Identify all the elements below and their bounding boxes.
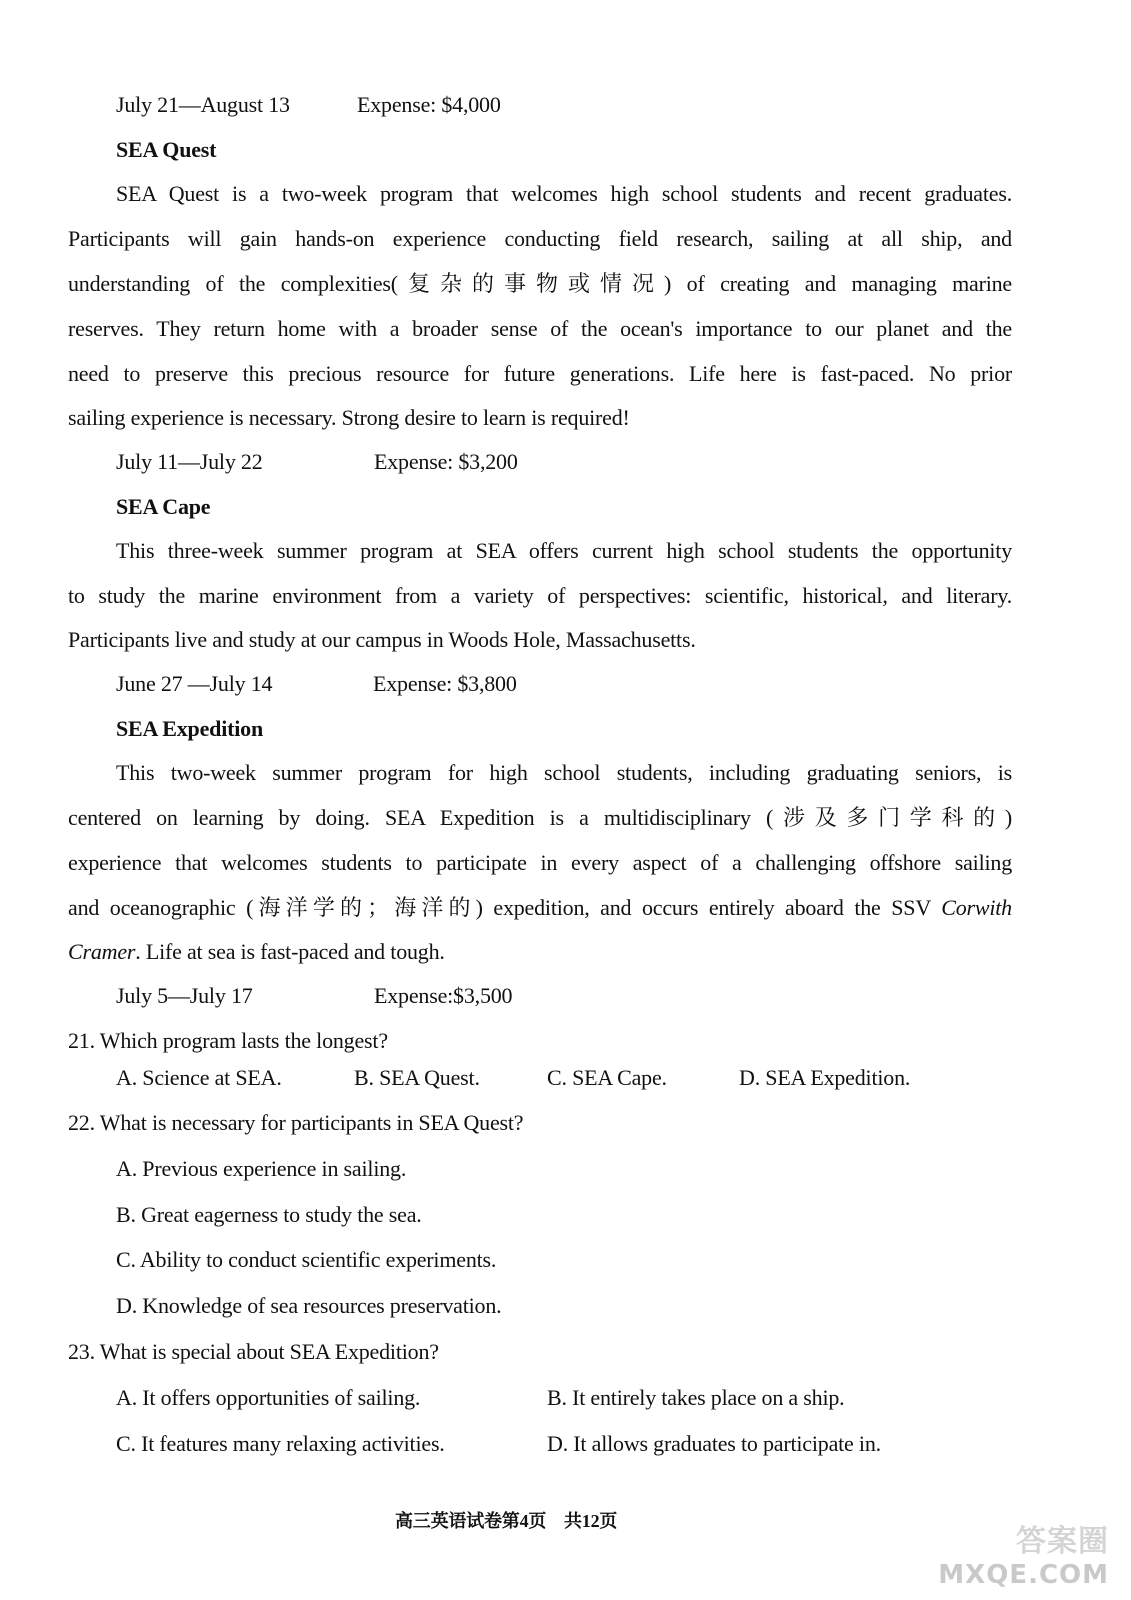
sea-quest-expense: Expense: $3,200 [374,449,518,474]
watermark-bottom: MXQE.COM [938,1560,1109,1590]
question-21-option-c: C. SEA Cape. [547,1065,667,1090]
question-22-option-b: B. Great eagerness to study the sea. [116,1202,422,1227]
sea-expedition-line [68,939,445,965]
sea-expedition-line: centered on learning by doing. SEA Expedition is a multidisciplinary (涉及多门学科的) [68,805,1012,830]
watermark-top: 答案圈 [1016,1524,1109,1559]
question-21-stem: 21. Which program lasts the longest? [68,1028,388,1053]
sea-expedition-line: experience that welcomes students to participate in every aspect of a challenging offshore sailing [68,850,1012,875]
sea-cape-title: SEA Cape [116,494,211,519]
sea-quest-line: SEA Quest is a two-week program that welcomes high school students and recent graduates. [116,181,1012,206]
sea-cape-line: Participants live and study at our campus in Woods Hole, Massachusetts. [68,627,696,652]
sea-cape-line: to study the marine environment from a variety of perspectives: scientific, historical, and literary. [68,583,1012,608]
sea-quest-line: reserves. They return home with a broader sense of the ocean's importance to our planet and the [68,316,1012,341]
sea-expedition-title: SEA Expedition [116,716,263,741]
question-23-option-d: D. It allows graduates to participate in. [547,1431,881,1456]
sea-expedition-expense: Expense:$3,500 [374,983,513,1008]
sea-expedition-line-text: and oceanographic (海洋学的；海洋的) expedition, and occurs entirely aboard the SSV [68,895,931,920]
question-21-option-d: D. SEA Expedition. [739,1065,911,1090]
ship-name-part-2: Cramer [68,939,136,964]
sea-cape-expense: Expense: $3,800 [373,671,517,696]
page-footer: 高三英语试卷第4页 共12页 [395,1511,618,1531]
question-23-stem: 23. What is special about SEA Expedition? [68,1339,439,1364]
question-23-option-a: A. It offers opportunities of sailing. [116,1385,421,1410]
sea-quest-line: Participants will gain hands-on experience conducting field research, sailing at all ship, and [68,226,1012,251]
question-21-option-b: B. SEA Quest. [354,1065,480,1090]
science-at-sea-expense: Expense: $4,000 [357,92,501,117]
sea-quest-dates: July 11—July 22 [116,449,263,474]
sea-expedition-dates: July 5—July 17 [116,983,253,1008]
sea-cape-line: This three-week summer program at SEA offers current high school students the opportunity [116,538,1012,563]
watermark-logo [938,1516,1109,1590]
science-at-sea-dates: July 21—August 13 [116,92,290,117]
question-22-option-c: C. Ability to conduct scientific experiments. [116,1247,497,1272]
question-22-stem: 22. What is necessary for participants in SEA Quest? [68,1110,524,1135]
ship-name-part-1: Corwith [941,895,1012,920]
question-22-option-d: D. Knowledge of sea resources preservation. [116,1293,502,1318]
sea-expedition-line [68,895,1012,921]
sea-quest-title: SEA Quest [116,137,217,162]
sea-quest-line: sailing experience is necessary. Strong desire to learn is required! [68,405,630,430]
sea-quest-line: understanding of the complexities(复杂的事物或情况) of creating and managing marine [68,271,1012,296]
sea-quest-line: need to preserve this precious resource for future generations. Life here is fast-paced. No prior [68,361,1012,386]
question-23-option-c: C. It features many relaxing activities. [116,1431,445,1456]
question-21-option-a: A. Science at SEA. [116,1065,282,1090]
question-23-option-b: B. It entirely takes place on a ship. [547,1385,845,1410]
sea-cape-dates: June 27 —July 14 [116,671,273,696]
question-22-option-a: A. Previous experience in sailing. [116,1156,407,1181]
sea-expedition-line: This two-week summer program for high school students, including graduating seniors, is [116,760,1012,785]
sea-expedition-line-end: . Life at sea is fast-paced and tough. [135,939,445,964]
